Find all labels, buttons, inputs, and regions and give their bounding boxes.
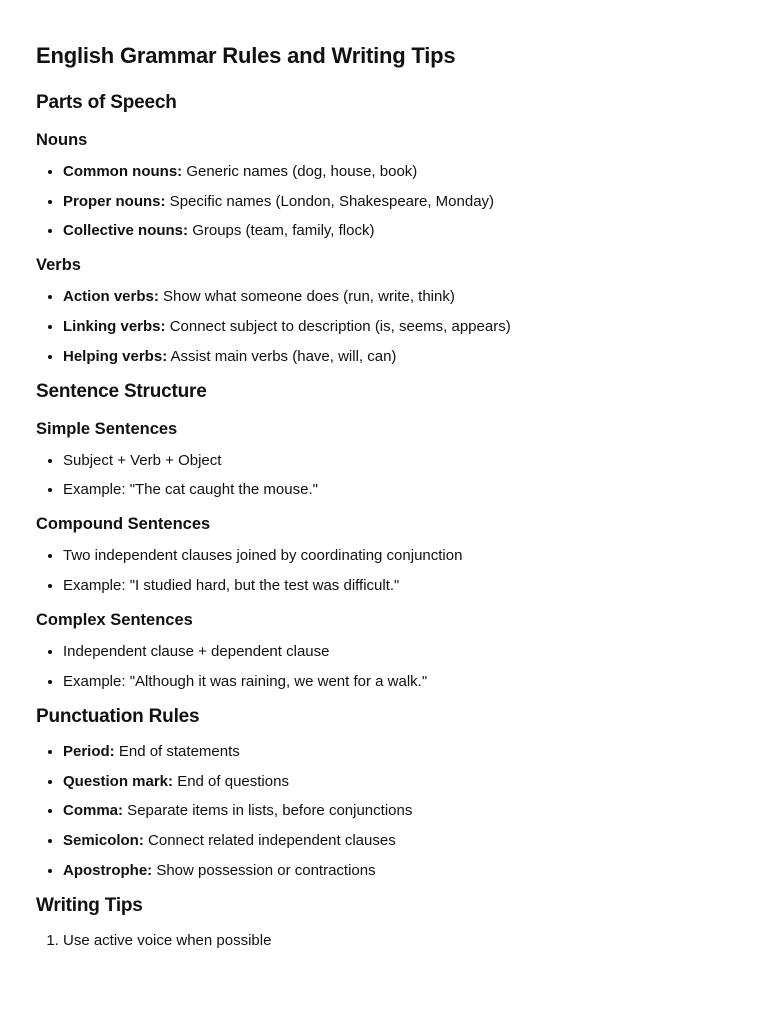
term-description: Assist main verbs (have, will, can) bbox=[167, 347, 397, 365]
term-description: Separate items in lists, before conjunctions bbox=[123, 802, 413, 820]
term-label: Period: bbox=[63, 742, 115, 760]
term-label: Question mark: bbox=[63, 772, 174, 790]
term-label: Proper nouns: bbox=[63, 192, 166, 210]
punctuation-list bbox=[36, 742, 732, 881]
term-label: Apostrophe: bbox=[63, 861, 153, 879]
verbs-list bbox=[36, 287, 732, 366]
term-label: Helping verbs: bbox=[63, 347, 168, 365]
subsection-heading-simple-sentences: Simple Sentences bbox=[36, 419, 178, 438]
term-label: Action verbs: bbox=[63, 288, 159, 306]
complex-sentences-list bbox=[36, 642, 732, 692]
term-description: Groups (team, family, flock) bbox=[188, 222, 375, 240]
term-description: Show what someone does (run, write, think) bbox=[158, 288, 455, 306]
compound-sentences-list bbox=[36, 546, 732, 596]
section-heading-writing-tips: Writing Tips bbox=[36, 894, 143, 916]
list-item bbox=[63, 221, 732, 241]
list-item: • Subject + Verb + Object bbox=[63, 451, 732, 471]
nouns-list bbox=[36, 162, 732, 241]
term-description: End of statements bbox=[114, 742, 240, 760]
list-item: • Example: "I studied hard, but the test was difficult." bbox=[63, 576, 732, 596]
subsection-heading-compound-sentences: Compound Sentences bbox=[36, 515, 211, 534]
section-heading-sentence-structure: Sentence Structure bbox=[36, 380, 207, 402]
list-item: • Independent clause + dependent clause bbox=[63, 642, 732, 662]
list-item bbox=[63, 162, 732, 182]
term-description: Connect subject to description (is, seems, appears) bbox=[165, 318, 511, 336]
section-heading-parts-of-speech: Parts of Speech bbox=[36, 92, 177, 113]
term-label: Comma: bbox=[63, 802, 124, 820]
page-title: English Grammar Rules and Writing Tips bbox=[36, 43, 456, 68]
term-description: Specific names (London, Shakespeare, Monday) bbox=[165, 192, 495, 210]
subsection-heading-complex-sentences: Complex Sentences bbox=[36, 611, 193, 630]
list-item bbox=[63, 317, 732, 337]
term-label: Linking verbs: bbox=[63, 318, 166, 336]
list-item: • Two independent clauses joined by coordinating conjunction bbox=[63, 546, 732, 566]
term-label: Semicolon: bbox=[63, 831, 144, 849]
list-item bbox=[63, 831, 732, 851]
simple-sentences-list bbox=[36, 451, 732, 501]
term-label: Collective nouns: bbox=[63, 222, 189, 240]
subsection-heading-nouns: Nouns bbox=[36, 131, 88, 149]
term-description: Generic names (dog, house, book) bbox=[182, 163, 418, 180]
list-item bbox=[63, 772, 732, 792]
section-heading-punctuation-rules: Punctuation Rules bbox=[36, 705, 200, 727]
list-item bbox=[63, 861, 732, 881]
list-item bbox=[63, 192, 732, 212]
term-label: Common nouns: bbox=[63, 163, 183, 180]
term-description: Show possession or contractions bbox=[152, 861, 376, 879]
term-description: End of questions bbox=[173, 772, 289, 790]
writing-tips-list bbox=[36, 931, 732, 951]
list-item bbox=[63, 801, 732, 821]
list-item bbox=[63, 347, 732, 367]
list-item: • Example: "The cat caught the mouse." bbox=[63, 480, 732, 500]
list-item: • Example: "Although it was raining, we went for a walk." bbox=[63, 672, 732, 692]
list-item: 1. Use active voice when possible bbox=[63, 931, 732, 951]
subsection-heading-verbs: Verbs bbox=[36, 256, 81, 275]
term-description: Connect related independent clauses bbox=[143, 831, 396, 849]
list-item bbox=[63, 742, 732, 762]
list-item bbox=[63, 287, 732, 307]
